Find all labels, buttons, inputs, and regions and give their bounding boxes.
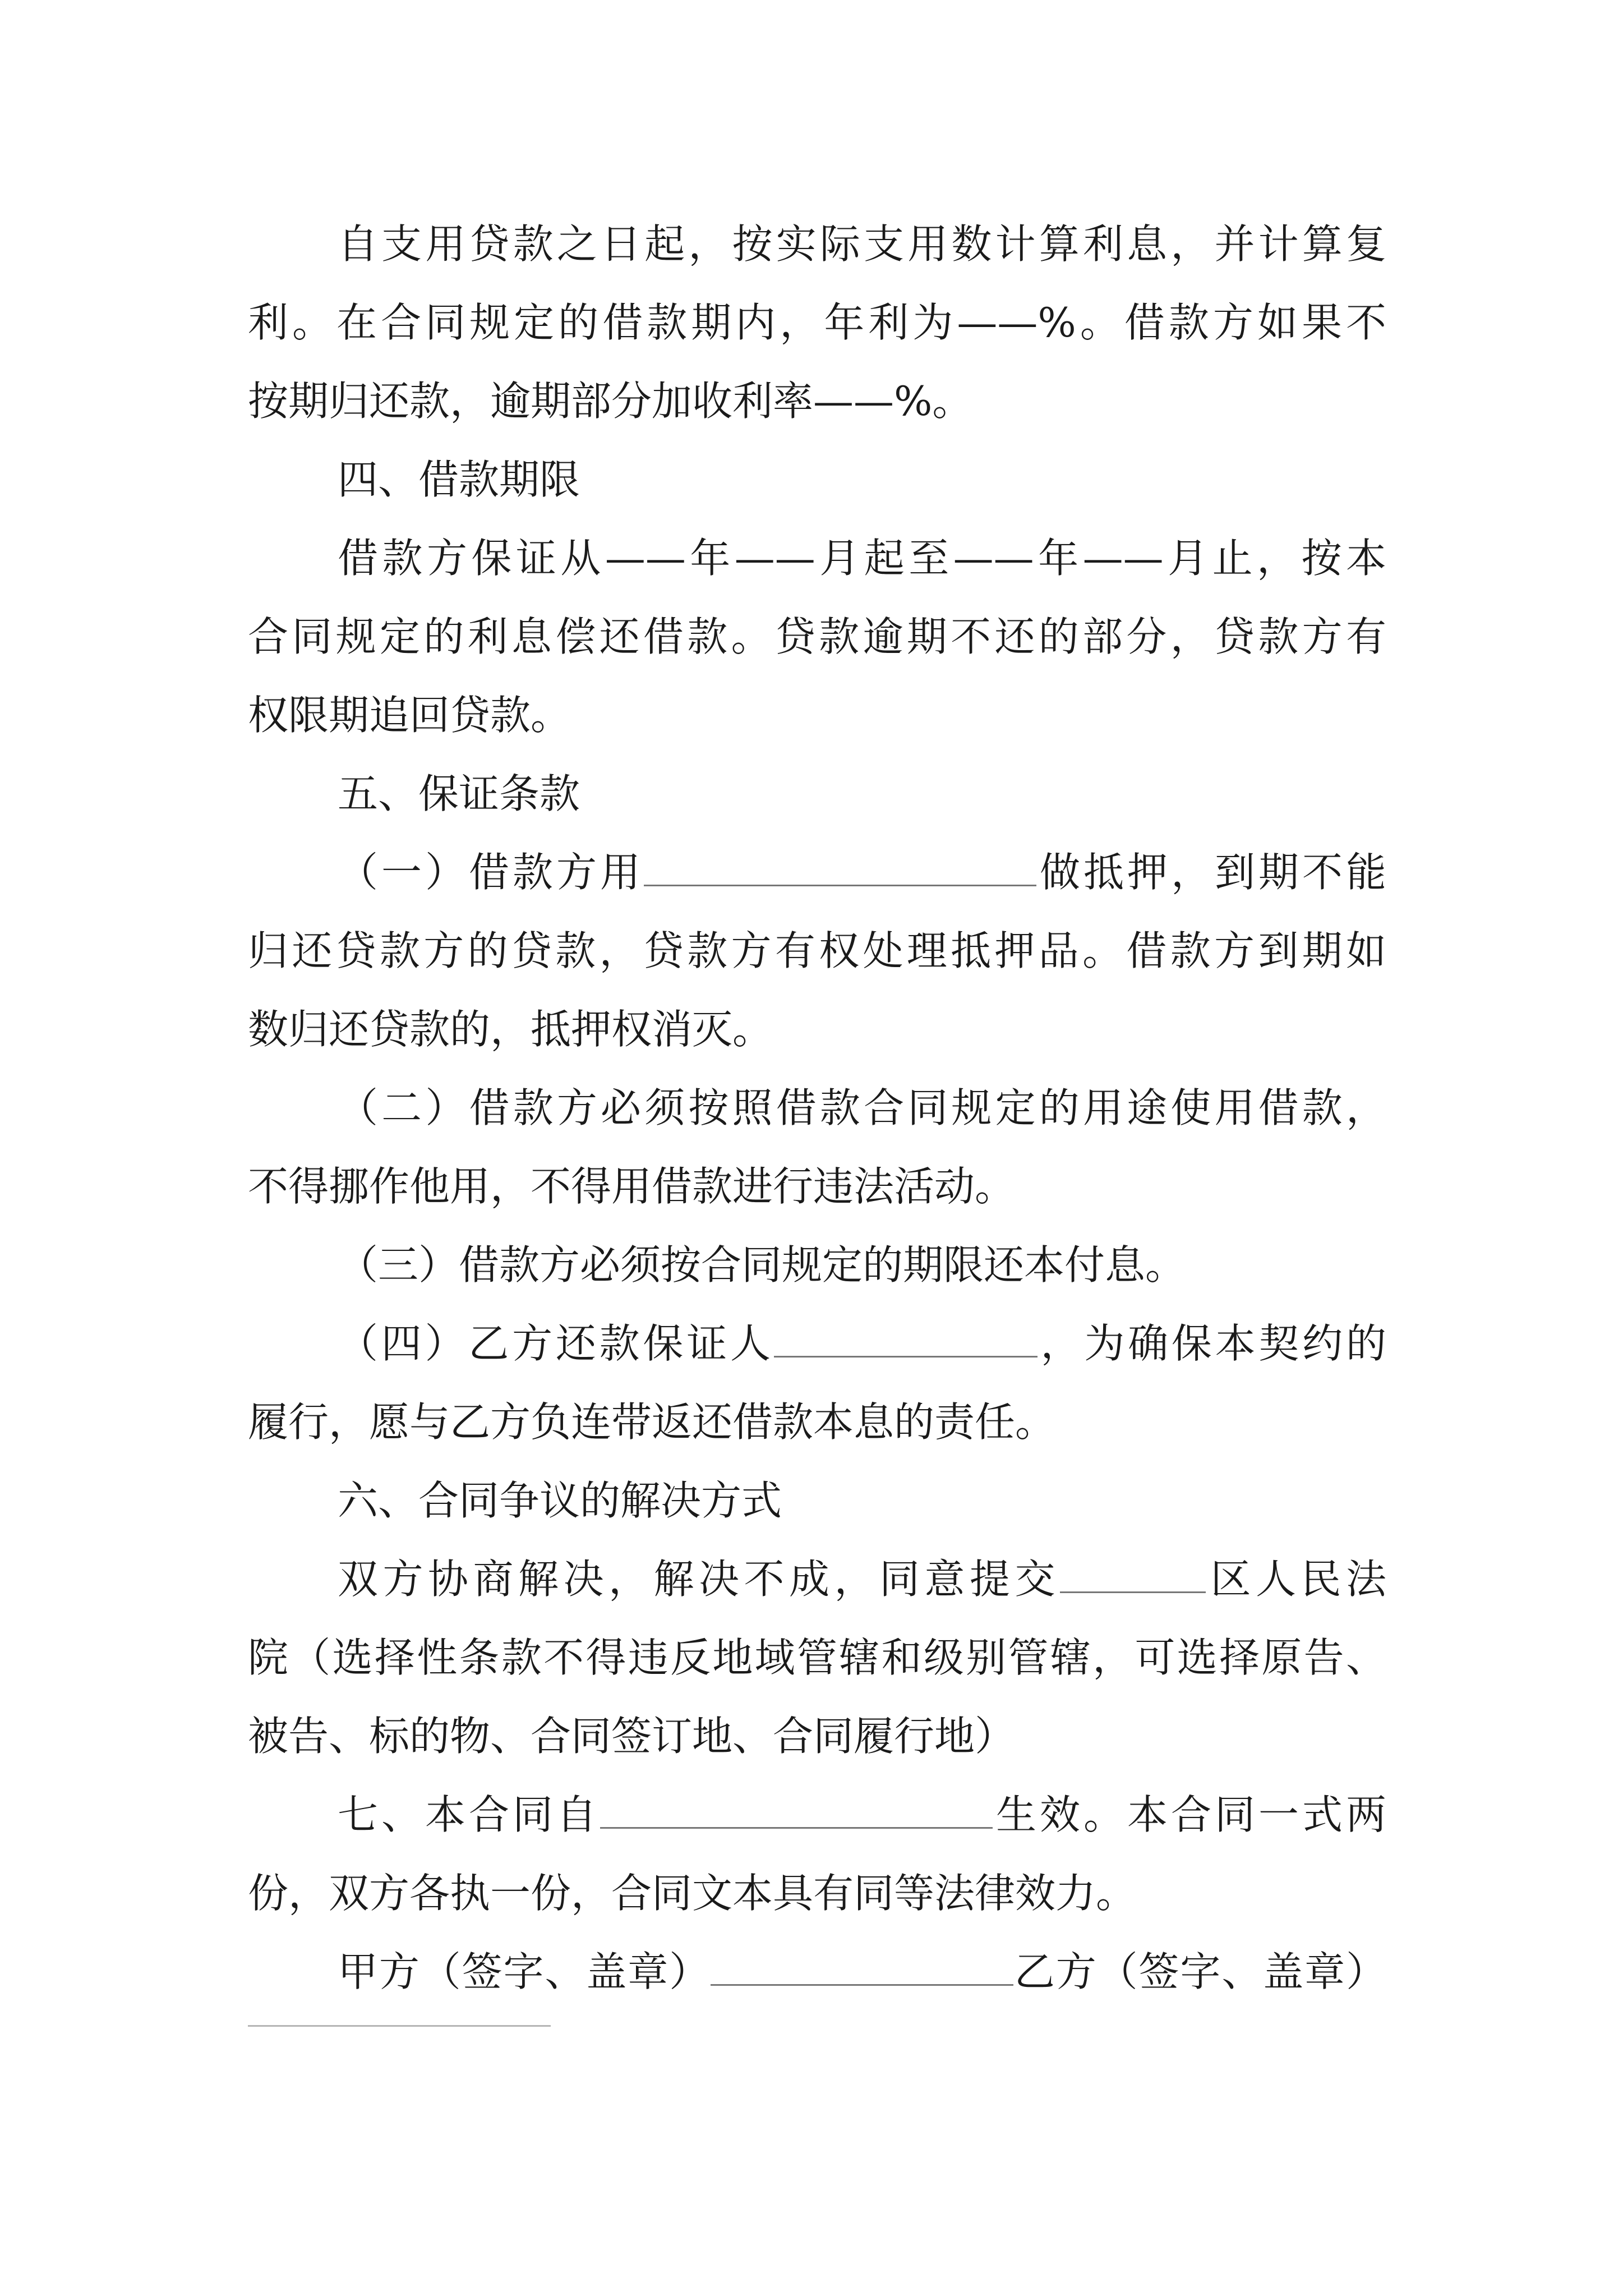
text-segment: （二）借款方必须按照借款合同规定的用途使用借款， [338, 1084, 1386, 1131]
text-segment: 利。在合同规定的借款期内，年利为——%。借款方如果不 [248, 299, 1386, 346]
text-line [338, 844, 1386, 900]
guarantor-blank [774, 1321, 1038, 1358]
text-segment: 数归还贷款的，抵押权消灭。 [248, 1006, 773, 1053]
section-heading [338, 452, 580, 508]
text-line [248, 609, 1386, 665]
text-segment: 自支用贷款之日起，按实际支用数计算利息，并计算复 [338, 220, 1386, 268]
text-line [338, 1787, 1386, 1843]
heading-text: 五、保证条款 [338, 770, 580, 817]
text-segment: （三）借款方必须按合同规定的期限还本付息。 [338, 1241, 1186, 1289]
section-heading [338, 766, 580, 822]
text-line [248, 1630, 1386, 1686]
text-segment: 按期归还款，逾期部分加收利率——%。 [248, 378, 973, 425]
heading-text: 六、合同争议的解决方式 [338, 1477, 782, 1524]
section-heading [338, 1473, 782, 1529]
text-segment: 双方协商解决，解决不成，同意提交 [338, 1556, 1060, 1603]
text-segment: （四）乙方还款保证人 [338, 1320, 774, 1367]
text-segment: 借款方保证从——年——月起至——年——月止，按本 [338, 535, 1386, 582]
heading-text: 四、借款期限 [338, 456, 580, 503]
text-line [338, 530, 1386, 586]
text-line [338, 1315, 1386, 1372]
text-line [248, 687, 571, 743]
text-segment: 份，双方各执一份，合同文本具有同等法律效力。 [248, 1870, 1137, 1917]
text-segment: 不得挪作他用，不得用借款进行违法活动。 [248, 1163, 1016, 1210]
text-line [338, 216, 1386, 272]
text-line [248, 1001, 773, 1057]
party-a-signature-blank [711, 1949, 1013, 1986]
text-segment: 合同规定的利息偿还借款。贷款逾期不还的部分，贷款方有 [248, 613, 1386, 660]
court-district-blank [1060, 1557, 1206, 1593]
text-line [248, 1158, 1015, 1214]
text-line [248, 1394, 1055, 1450]
text-segment: 履行，愿与乙方负连带返还借款本息的责任。 [248, 1398, 1056, 1446]
footnote-separator [248, 2025, 551, 2027]
text-segment: 七、本合同自 [338, 1791, 600, 1838]
text-segment: 区人民法 [1205, 1556, 1386, 1603]
text-line [338, 1237, 1186, 1293]
text-segment: （一）借款方用 [338, 849, 644, 896]
text-segment: 生效。本合同一式两 [993, 1791, 1386, 1838]
signature-line [338, 1944, 1386, 2000]
text-line [248, 1708, 1015, 1764]
text-segment: 院（选择性条款不得违反地域管辖和级别管辖，可选择原告、 [248, 1634, 1386, 1681]
party-a-signature-label: 甲方（签字、盖章） [338, 1948, 711, 1995]
effective-date-blank [600, 1792, 993, 1829]
text-line [338, 1551, 1386, 1607]
text-line [338, 1080, 1386, 1136]
text-line [248, 373, 972, 429]
text-segment: 归还贷款方的贷款，贷款方有权处理抵押品。借款方到期如 [248, 927, 1386, 974]
party-b-signature-label: 乙方（签字、盖章） [1013, 1948, 1386, 1995]
text-line [248, 295, 1386, 351]
text-segment: 被告、标的物、合同签订地、合同履行地） [248, 1713, 1016, 1760]
text-segment: 权限期追回贷款。 [248, 692, 571, 739]
text-line [248, 1865, 1136, 1921]
text-segment: ，为确保本契约的 [1037, 1320, 1386, 1367]
text-segment: 做抵押，到期不能 [1036, 849, 1386, 896]
text-line [248, 923, 1386, 979]
collateral-blank [644, 850, 1036, 886]
